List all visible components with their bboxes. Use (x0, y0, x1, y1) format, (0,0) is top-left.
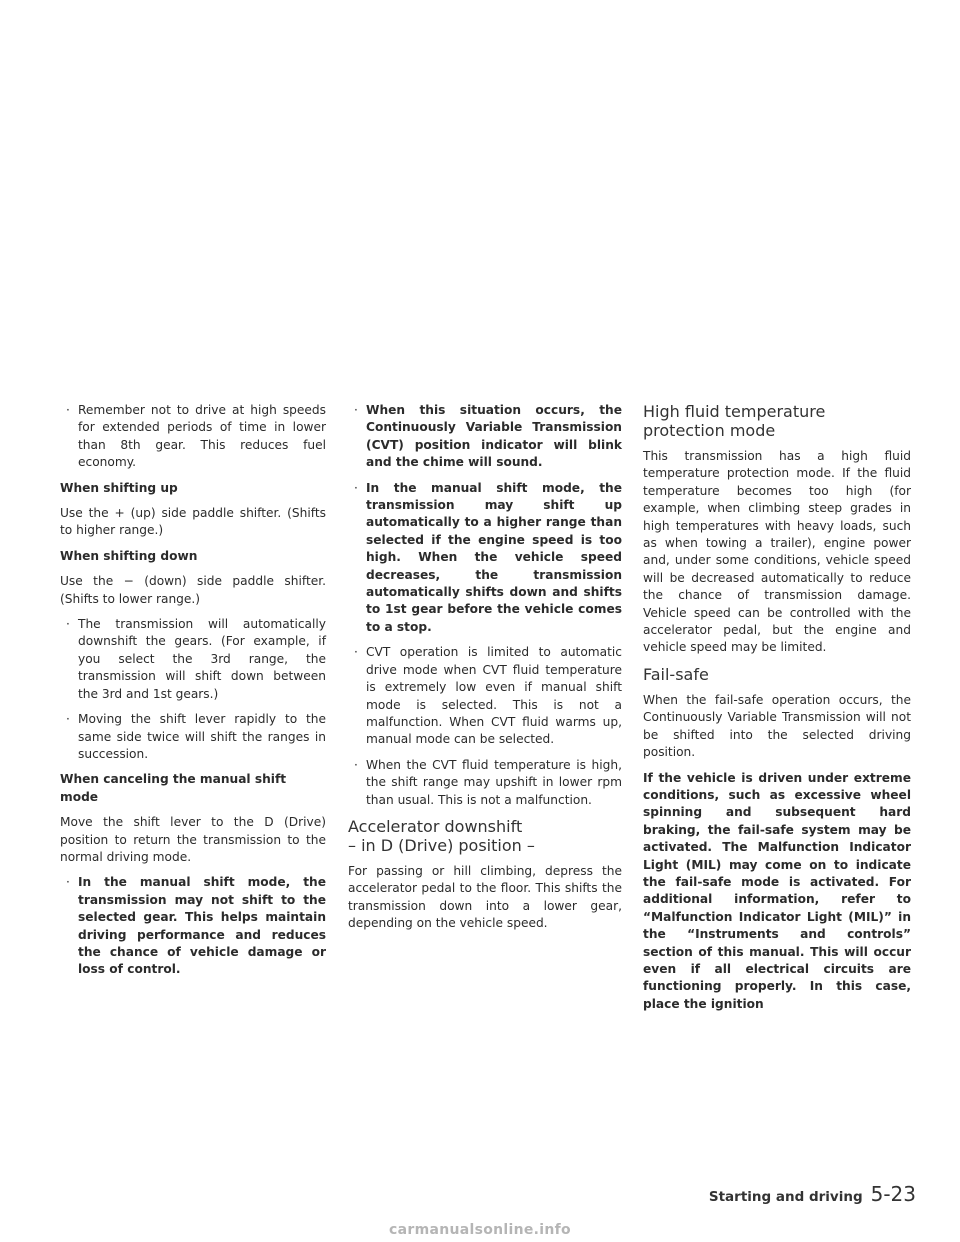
paragraph-shifting-down: Use the − (down) side paddle shifter. (Shifts to lower range.) (60, 574, 326, 606)
paragraph-high-fluid-temperature: This transmission has a high fluid temperature protection mode. If the fluid temperature becomes too high (for example, when climbing steep grades in high temperatures with heavy loads, such as when towing a trailer), engine power and, under some conditions, vehicle speed will be decreased automatically to reduce the chance of transmission damage. Vehicle speed can be controlled with the accelerator pedal, but the engine and vehicle speed may be limited. (643, 449, 911, 655)
bullet-item: · When the CVT fluid temperature is high, the shift range may upshift in lower rpm than usual. This is not a malfunction. (354, 757, 622, 807)
heading-high-fluid-temperature: High fluid temperature protection mode (643, 402, 826, 440)
heading-accelerator-downshift: Accelerator downshift – in D (Drive) position – (348, 816, 535, 855)
bullet-item: · Remember not to drive at high speeds for extended periods of time in lower than 8th gear. This reduces fuel economy. (66, 403, 326, 470)
column-2 (348, 402, 622, 941)
column-1 (60, 402, 326, 987)
bullet-item-bold: · When this situation occurs, the Continuously Variable Transmission (CVT) position indicator will blink and the chime will sound. (354, 403, 622, 470)
paragraph-accelerator-downshift: For passing or hill climbing, depress the accelerator pedal to the floor. This shifts the transmission down into a lower gear, depending on the vehicle speed. (348, 863, 622, 931)
paragraph-shifting-up: Use the + (up) side paddle shifter. (Shifts to higher range.) (60, 506, 326, 538)
bullet-item: · The transmission will automatically downshift the gears. (For example, if you select the 3rd range, the transmission will shift down between the 3rd and 1st gears.) (66, 617, 326, 701)
heading-fail-safe: Fail-safe (643, 664, 709, 684)
subheading-canceling-manual: When canceling the manual shift mode (60, 772, 287, 804)
paragraph-fail-safe: When the fail-safe operation occurs, the Continuously Variable Transmission will not be shifted into the selected driving position. (643, 692, 911, 760)
column-3 (643, 402, 911, 1021)
paragraph-fail-safe-warning: If the vehicle is driven under extreme conditions, such as excessive wheel spinning and subsequent hard braking, the fail-safe system may be activated. The Malfunction Indicator Light (MIL) may come on to indicate the fail-safe mode is activated. For additional information, refer to “Malfunction Indicator Light (MIL)” in the “Instruments and controls” section of this manual. This will occur even if all electrical circuits are functioning properly. In this case, place the ignition (643, 770, 911, 1011)
paragraph-canceling-manual: Move the shift lever to the D (Drive) position to return the transmission to the normal driving mode. (60, 815, 326, 864)
bullet-item-bold: · In the manual shift mode, the transmission may shift up automatically to a higher range than selected if the engine speed is too high. When the vehicle speed decreases, the transmission automatically shifts down and shifts to 1st gear before the vehicle comes to a stop. (354, 480, 622, 634)
subheading-shifting-up: When shifting up (60, 480, 178, 495)
section-title: Starting and driving (708, 1189, 863, 1205)
page-number: 5-23 (870, 1182, 916, 1206)
watermark: carmanualsonline.info (389, 1222, 571, 1238)
subheading-shifting-down: When shifting down (60, 548, 198, 563)
bullet-item: · Moving the shift lever rapidly to the same side twice will shift the ranges in succession. (66, 712, 326, 761)
page-footer (709, 1182, 916, 1206)
bullet-item: · CVT operation is limited to automatic drive mode when CVT fluid temperature is extremely low even if manual shift mode is selected. This is not a malfunction. When CVT fluid warms up, manual mode can be selected. (354, 645, 622, 747)
bullet-item-bold: · In the manual shift mode, the transmission may not shift to the selected gear. This helps maintain driving performance and reduces the chance of vehicle damage or loss of control. (66, 875, 326, 977)
